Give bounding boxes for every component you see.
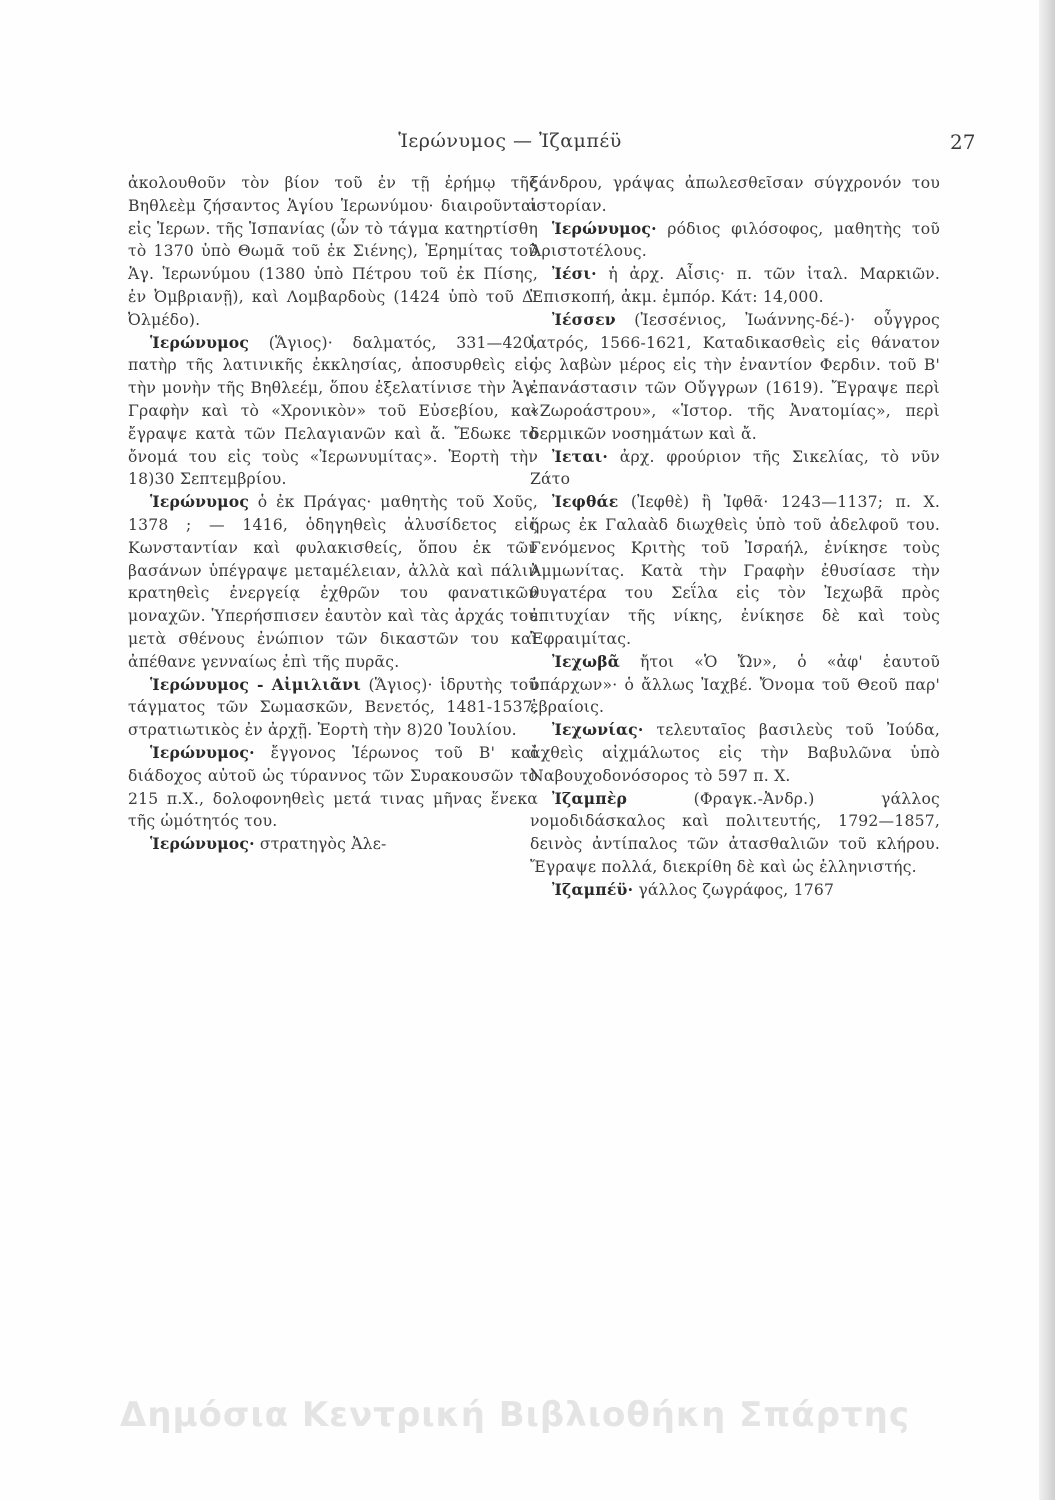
entry-headword: Ἰέσι· bbox=[552, 264, 597, 284]
entry-hieronymus-aemiliani: Ἱερώνυμος - Αἰμιλιᾶνι (Ἅγιος)· ἱδρυτὴς τοῦ τάγματος τῶν Σωμασκῶν, Βενετός, 1481-1537, στρατιωτικὸς ἐν ἀρχῇ. Ἑορτὴ τὴν 8)20 Ἰουλίου. bbox=[128, 674, 539, 740]
entry-ietai: Ἰεται· ἀρχ. φρούριον τῆς Σικελίας, τὸ νῦν Ζάτο bbox=[530, 446, 940, 489]
entry-headword: Ἰεχωνίας· bbox=[552, 720, 644, 740]
entry-iesi: Ἰέσι· ἡ ἀρχ. Αἶσις· π. τῶν ἰταλ. Μαρκιῶν. Ἐπισκοπή, ἀκμ. ἐμπόρ. Κάτ: 14,000. bbox=[530, 264, 940, 306]
entry-hieronymus-general: Ἱερώνυμος· στρατηγὸς Ἀλε- bbox=[150, 834, 387, 854]
page-edge-shadow bbox=[1039, 0, 1055, 1500]
entry-isambert: Ἰζαμπὲρ (Φραγκ.-Ἀνδρ.) γάλλος νομοδιδάσκαλος καὶ πολιτευτής, 1792—1857, δεινὸς ἀντίπαλος τῶν ἀτασθαλιῶν τοῦ κλήρου. Ἔγραψε πολλά, διεκρίθη δὲ καὶ ὡς ἑλληνιστής. bbox=[530, 788, 940, 876]
entry-isabey: Ἰζαμπέϋ· γάλλος ζωγράφος, 1767 bbox=[552, 879, 835, 899]
entry-jechoniah: Ἰεχωνίας· τελευταῖος βασιλεὺς τοῦ Ἰούδα, ἀχθεὶς αἰχμάλωτος εἰς τὴν Βαβυλῶνα ὑπὸ Ναβουχοδονόσορος τὸ 597 π. Χ. bbox=[530, 720, 940, 785]
entry-jehovah: Ἰεχωβᾶ ἤτοι «Ὁ Ὤν», ὁ «ἀφ' ἑαυτοῦ ὑπάρχων»· ὁ ἄλλως Ἰαχβέ. Ὄνομα τοῦ Θεοῦ παρ' ἑβραίοις. bbox=[530, 651, 940, 717]
entry-hieronymus-saint: Ἱερώνυμος (Ἅγιος)· δαλματός, 331—420, πατὴρ τῆς λατινικῆς ἐκκλησίας, ἀποσυρθεὶς εἰς τὴν μονὴν τῆς Βηθλεέμ, ὅπου ἐξελατίνισε τὴν Ἁγ. Γραφὴν καὶ τὸ «Χρονικὸν» τοῦ Εὐσεβίου, καὶ ἔγραψε κατὰ τῶν Πελαγιανῶν καὶ ἄ. Ἔδωκε τὸ ὄνομά του εἰς τοὺς «Ἱερωνυμίτας». Ἑορτὴ τὴν 18)30 Σεπτεμβρίου. bbox=[128, 332, 538, 489]
right-column bbox=[530, 172, 940, 902]
entry-headword: Ἱερώνυμος bbox=[150, 492, 250, 512]
entry-iessen: Ἰέσσεν (Ἰεσσένιος, Ἰωάννης-δέ-)· οὖγγρος ἰατρός, 1566-1621, Καταδικασθεὶς εἰς θάνατον ὡς λαβὼν μέρος εἰς τὴν ἐναντίον Φερδιν. τοῦ Β' ἐπανάστασιν τῶν Οὔγγρων (1619). Ἔγραψε περὶ «Ζωροάστρου», «Ἱστορ. τῆς Ἀνατομίας», περὶ δερμικῶν νοσημάτων καὶ ἄ. bbox=[530, 309, 940, 443]
entry-headword: Ἰεφθάε bbox=[552, 492, 619, 512]
entry-headword: Ἰζαμπὲρ bbox=[552, 788, 628, 808]
entry-jephthah: Ἰεφθάε (Ἰεφθὲ) ἢ Ἰφθᾶ· 1243—1137; π. Χ. ἥρως ἐκ Γαλαὰδ διωχθεὶς ὑπὸ τοῦ ἀδελφοῦ του. Γενόμενος Κριτὴς τοῦ Ἰσραήλ, ἐνίκησε τοὺς Ἀμμωνίτας. Κατὰ τὴν Γραφὴν ἐθυσίασε τὴν θυγατέρα του Σεΐλα εἰς τὸν Ἰεχωβᾶ πρὸς ἐπιτυχίαν τῆς νίκης, ἐνίκησε δὲ καὶ τοὺς Ἐφραιμίτας. bbox=[530, 492, 940, 648]
entry-headword: Ἰεται· bbox=[552, 446, 608, 466]
running-header: Ἱερώνυμος — Ἰζαμπέϋ bbox=[398, 130, 622, 152]
entry-headword: Ἱερώνυμος· bbox=[150, 742, 255, 762]
left-column bbox=[128, 172, 538, 856]
entry-headword: Ἰεχωβᾶ bbox=[552, 651, 620, 671]
entry-headword: Ἱερώνυμος· bbox=[552, 218, 657, 238]
entry-continuation: ἀκολουθοῦν τὸν βίον τοῦ ἐν τῇ ἐρήμῳ τῆς Βηθλεὲμ ζήσαντος Ἁγίου Ἱερωνύμου· διαιροῦνται εἰς Ἱερων. τῆς Ἱσπανίας (ὧν τὸ τάγμα κατηρτίσθη τὸ 1370 ὑπὸ Θωμᾶ τοῦ ἐκ Σιένης), Ἐρημίτας τοῦ Ἁγ. Ἱερωνύμου (1380 ὑπὸ Πέτρου τοῦ ἐκ Πίσης, ἐν Ὀμβριανῇ), καὶ Λομβαρδοὺς (1424 ὑπὸ τοῦ Δ' Ὀλμέδο). bbox=[128, 174, 538, 329]
entry-hieronymus-syracuse: Ἱερώνυμος· ἔγγονος Ἱέρωνος τοῦ Β' καὶ διάδοχος αὐτοῦ ὡς τύραννος τῶν Συρακουσῶν τὸ 215 π.Χ., δολοφονηθεὶς μετά τινας μῆνας ἕνεκα τῆς ὠμότητός του. bbox=[128, 742, 538, 831]
entry-headword: Ἱερώνυμος bbox=[150, 332, 250, 352]
entry-hieronymus-rhodes: Ἱερώνυμος· ρόδιος φιλόσοφος, μαθητὴς τοῦ Ἀριστοτέλους. bbox=[530, 218, 940, 261]
entry-headword: Ἱερώνυμος - Αἰμιλιᾶνι bbox=[150, 674, 361, 694]
entry-headword: Ἰζαμπέϋ· bbox=[552, 879, 634, 899]
library-watermark: Δημόσια Κεντρική Βιβλιοθήκη Σπάρτης bbox=[120, 1395, 910, 1435]
entry-headword: Ἰέσσεν bbox=[552, 309, 616, 329]
entry-hieronymus-prague: Ἱερώνυμος ὁ ἐκ Πράγας· μαθητὴς τοῦ Χοῦς, 1378 ; — 1416, ὁδηγηθεὶς ἀλυσίδετος εἰς Κωνσταντίαν καὶ φυλακισθείς, ὅπου ἐκ τῶν βασάνων ὑπέγραψε μεταμέλειαν, ἀλλὰ καὶ πάλιν κρατηθεὶς ἐνεργείᾳ ἐχθρῶν του φανατικῶν μοναχῶν. Ὑπερήσπισεν ἑαυτὸν καὶ τὰς ἀρχάς του μετὰ σθένους ἐνώπιον τῶν δικαστῶν του καὶ ἀπέθανε γενναίως ἐπὶ τῆς πυρᾶς. bbox=[128, 492, 538, 671]
entry-continuation: ξάνδρου, γράψας ἀπωλεσθεῖσαν σύγχρονόν του ἱστορίαν. bbox=[530, 174, 940, 215]
entry-headword: Ἱερώνυμος· bbox=[150, 834, 255, 854]
page-number: 27 bbox=[950, 130, 976, 154]
